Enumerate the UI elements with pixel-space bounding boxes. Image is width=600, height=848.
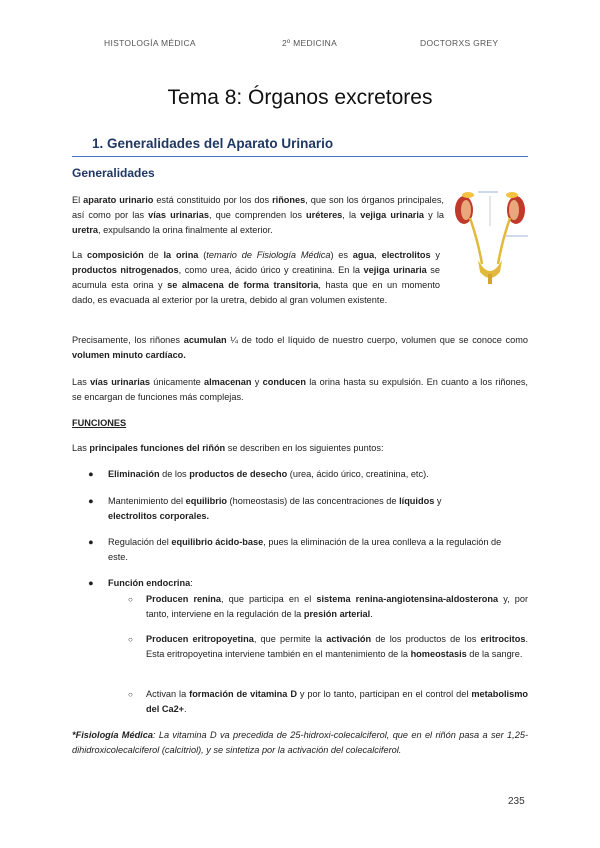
page-title: Tema 8: Órganos excretores	[167, 86, 433, 109]
section-rule	[72, 156, 528, 157]
paragraph-vias-urinarias: Las vías urinarias únicamente almacenan y conducen la orina hasta su expulsión. En cuanto a los riñones, se encargan de funciones más complejas.	[72, 377, 528, 402]
bullet-icon: ●	[88, 496, 94, 506]
section-number: 1.	[92, 136, 104, 151]
circle-bullet-icon: ○	[128, 595, 133, 604]
circle-bullet-icon: ○	[128, 690, 133, 699]
paragraph-composicion-orina: La composición de la orina (temario de Fisiología Médica) es agua, electrolitos y productos nitrogenados, como urea, ácido úrico y creatinina. En la vejiga urinaria se acumula esta orina y se almacena de forma transitoria, hasta que en un momento dado, es evacuada al exterior por la uretra, debido al gran volumen existente.	[72, 250, 440, 305]
section-title-text: Generalidades del Aparato Urinario	[107, 136, 334, 151]
page-number: 235	[508, 796, 525, 807]
bullet-icon: ●	[88, 537, 94, 547]
bullet-icon: ●	[88, 578, 94, 588]
circle-bullet-icon: ○	[128, 635, 133, 644]
header-right: DOCTORXS GREY	[420, 38, 499, 48]
section-title	[92, 136, 333, 151]
footnote: *Fisiología Médica: La vitamina D va precedida de 25-hidroxi-colecalciferol, que en el riñón pasa a ser 1,25- dihidroxicolecalciferol (calcitriol), y se sintetiza por la activación del colecalciferol.	[72, 730, 528, 755]
funciones-heading: FUNCIONES	[72, 418, 127, 428]
header-left: HISTOLOGÍA MÉDICA	[104, 38, 196, 48]
bullet-icon: ●	[88, 469, 94, 479]
header-center: 2º MEDICINA	[282, 38, 338, 48]
paragraph-aparato-urinario: El aparato urinario está constituido por los dos riñones, que son los órganos principales, así como por las vías urinarias, que comprenden los uréteres, la vejiga urinaria y la uretra, expulsando la orina finalmente al exterior.	[72, 195, 444, 235]
urinary-system-illustration	[448, 186, 532, 286]
paragraph-volumen: Precisamente, los riñones acumulan ¼ de todo el líquido de nuestro cuerpo, volumen que se conoce como volumen minuto cardíaco.	[72, 335, 529, 360]
funciones-intro: Las principales funciones del riñón se describen en los siguientes puntos:	[72, 443, 384, 453]
subsection-title: Generalidades	[72, 166, 155, 180]
